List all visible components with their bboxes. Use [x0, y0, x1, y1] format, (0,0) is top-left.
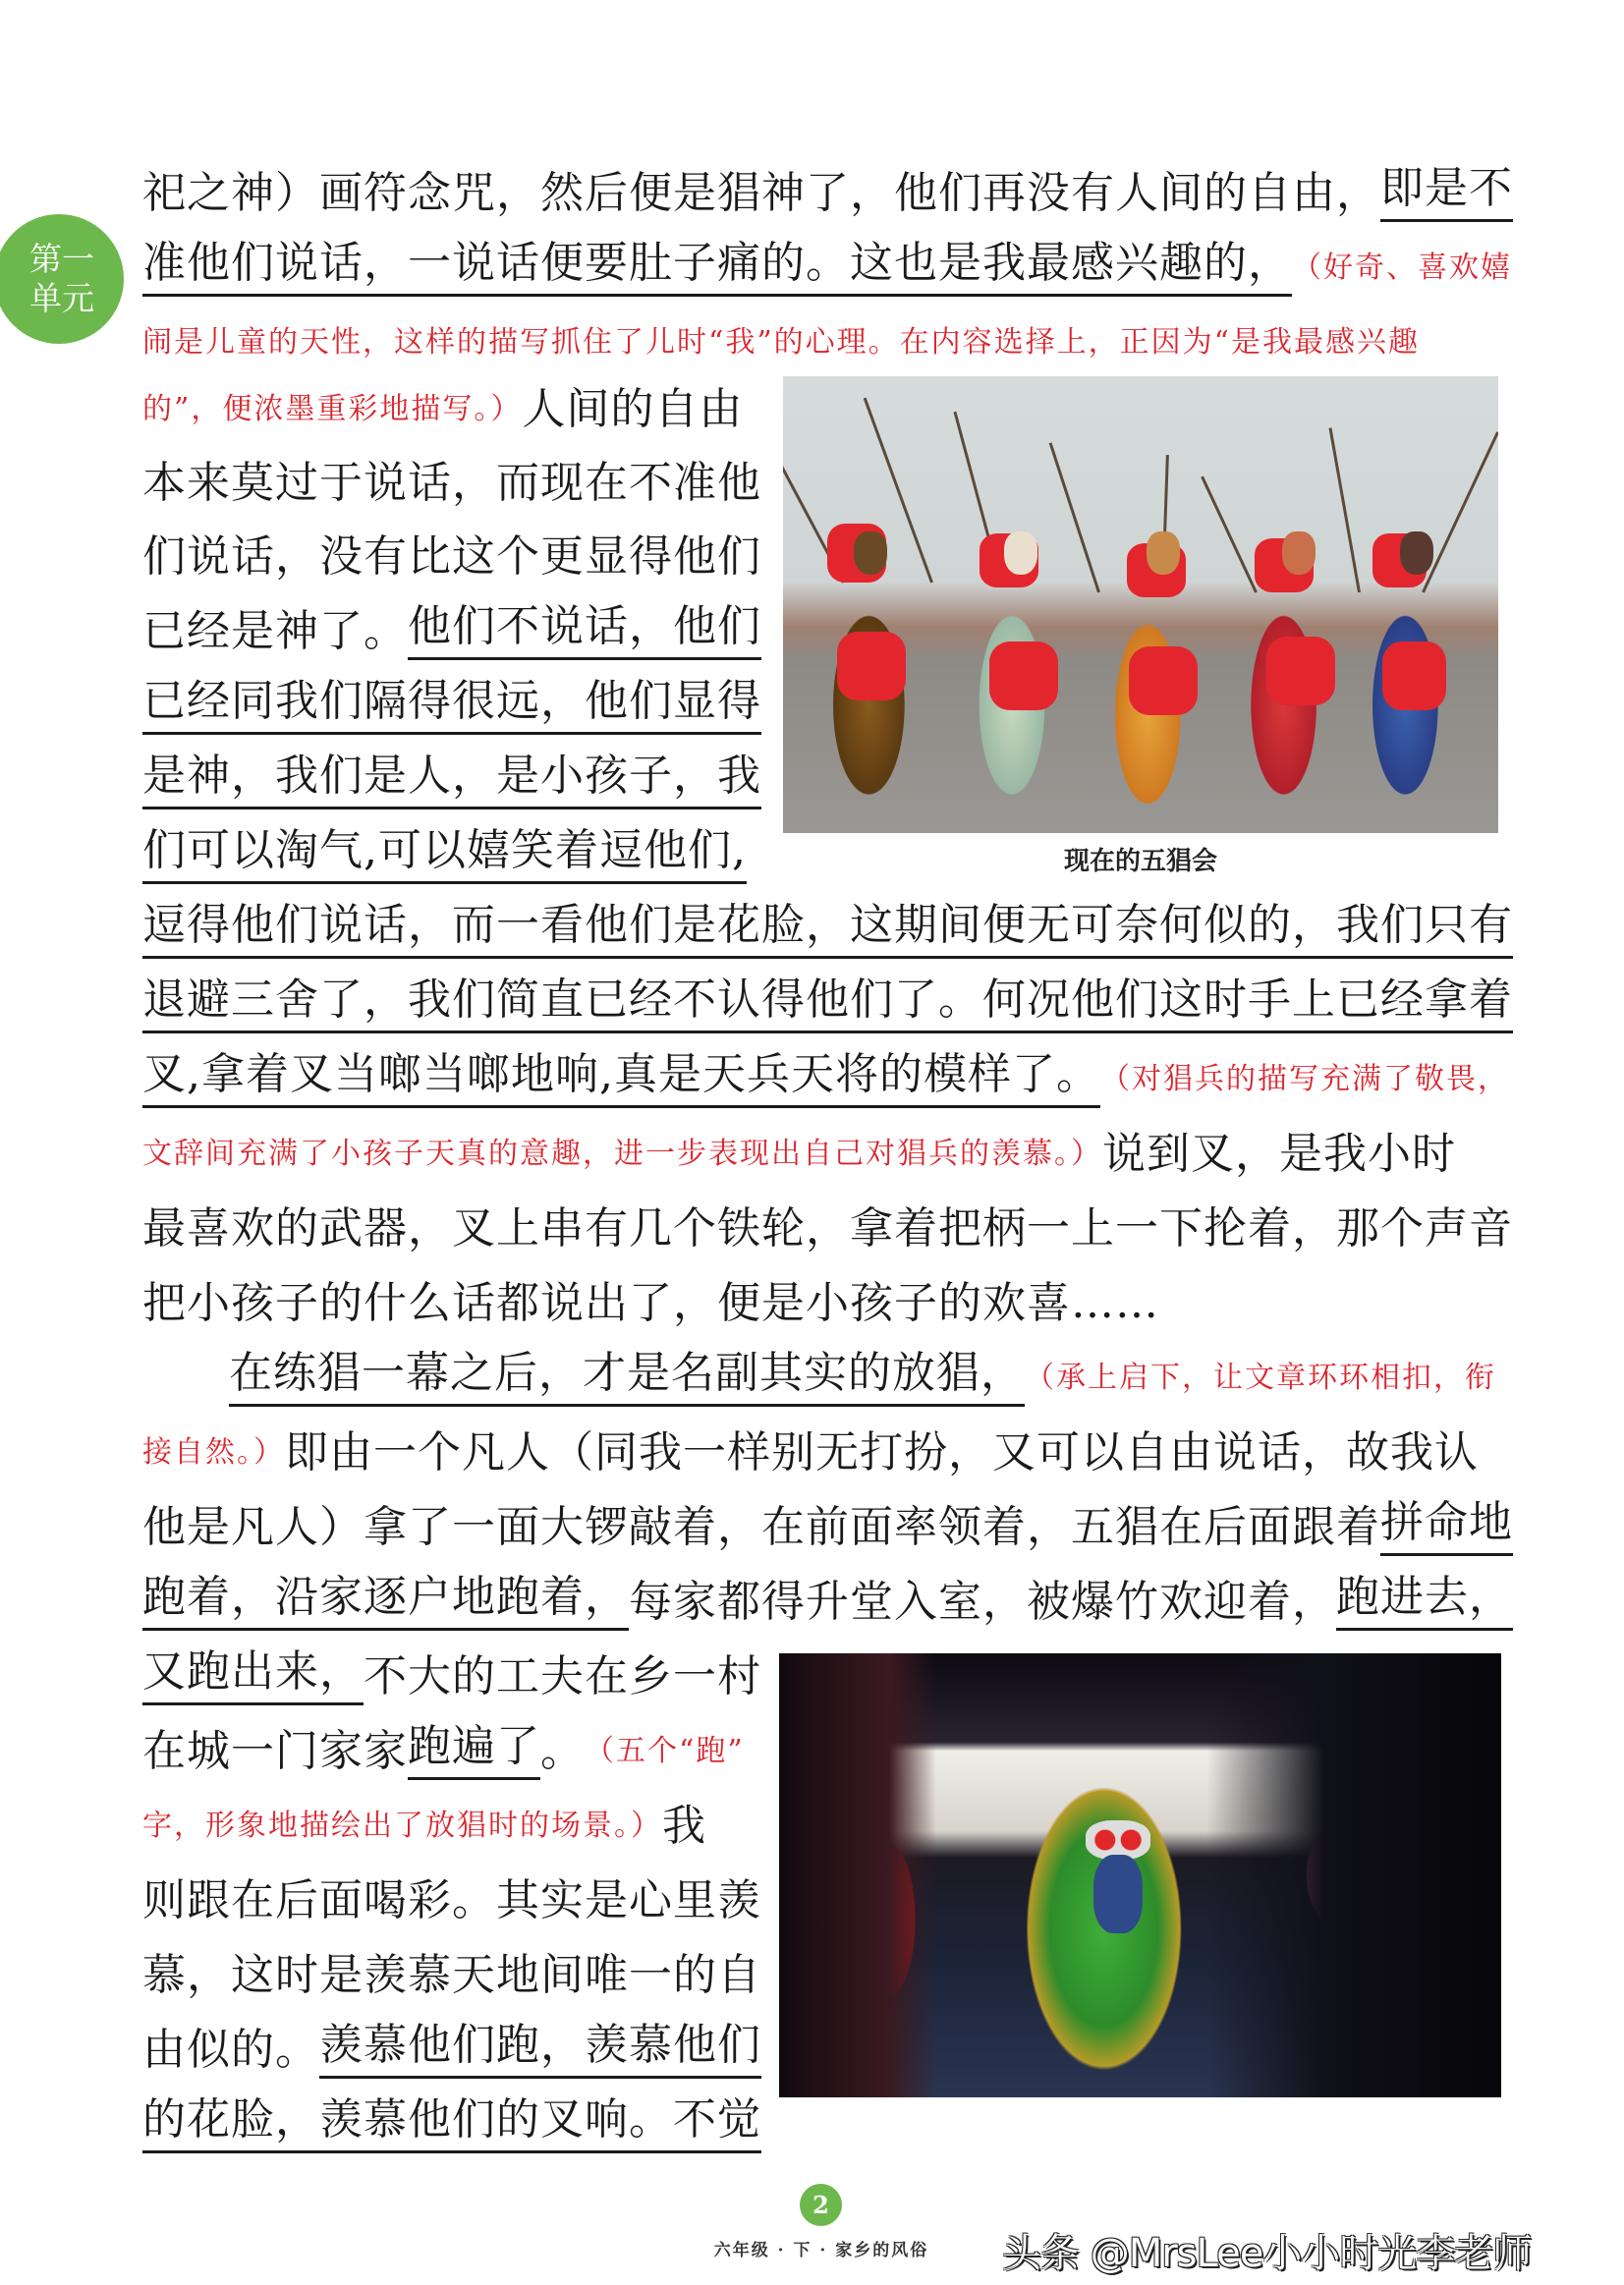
text-line: [142, 521, 761, 585]
text-line: [142, 1118, 1503, 1183]
body-text-segment: 祀之神）画符念咒，然后便是猖神了，他们再没有人间的自由，: [142, 168, 1380, 218]
text-line: [142, 1641, 761, 1705]
body-text-segment: 本来莫过于说话，而现在不准他: [142, 458, 761, 508]
page-number: 2: [800, 2184, 842, 2226]
annotation-note: （好奇、喜欢嬉: [1292, 251, 1512, 285]
body-text-segment: 即由一个凡人（同我一样别无打扮，又可以自由说话，故我认: [285, 1427, 1479, 1477]
underlined-text: 即是不: [1380, 160, 1513, 222]
underlined-text: 准他们说话，一说话便要肚子痛的。这也是我最感兴趣的，: [142, 235, 1292, 297]
annotation-note: 闹是儿童的天性，这样的描写抓住了儿时“我”的心理。在内容选择上，正因为“是我最感兴趣: [142, 325, 1421, 360]
underlined-text: 已经同我们隔得很远，他们显得: [142, 673, 761, 735]
body-text-segment: 已经是神了。: [142, 606, 408, 656]
underlined-text: 跑遍了: [408, 1718, 540, 1780]
underlined-text: 又跑出来，: [142, 1644, 364, 1705]
text-line: [142, 157, 1513, 222]
text-line: [142, 232, 1512, 297]
photo-wuchang-festival: [783, 376, 1498, 833]
text-line: [142, 1715, 761, 1780]
annotation-note: 文辞间充满了小孩子天真的意趣，进一步表现出自己对猖兵的羡慕。）: [142, 1137, 1102, 1171]
annotation-note: （五个“跑”: [585, 1734, 745, 1768]
photo-street-parade: [779, 1653, 1501, 2097]
text-line: [142, 1566, 1513, 1631]
underlined-text: 们可以淘气,可以嬉笑着逗他们,: [142, 822, 747, 884]
text-line: [142, 2089, 761, 2153]
text-line: [142, 307, 1503, 371]
text-line: [142, 373, 761, 438]
underlined-text: 逗得他们说话，而一看他们是花脸，这期间便无可奈何似的，我们只有: [142, 897, 1513, 959]
body-text-segment: 我: [662, 1801, 706, 1851]
text-line: [142, 969, 1513, 1033]
text-line: [142, 2014, 761, 2079]
text-line: [142, 595, 761, 660]
text-line: [142, 447, 761, 512]
body-text-segment: 不大的工夫在乡一村: [364, 1651, 761, 1701]
body-text-segment: 他是凡人）拿了一面大锣敲着，在前面率领着，五猖在后面跟着: [142, 1502, 1380, 1552]
body-text-segment: 说到叉，是我小时: [1102, 1129, 1456, 1179]
text-line: [142, 1043, 1509, 1108]
body-text-segment: 则跟在后面喝彩。其实是心里羡: [142, 1875, 761, 1925]
annotation-note: 的”，便浓墨重彩地描写。）: [142, 392, 523, 426]
underlined-text: 的花脸，羡慕他们的叉响。不觉: [142, 2091, 761, 2153]
text-line: [142, 1267, 1503, 1332]
body-text-segment: 由似的。: [142, 2025, 319, 2075]
underlined-text: 退避三舍了，我们简直已经不认得他们了。何况他们这时手上已经拿着: [142, 972, 1513, 1033]
unit-badge: [0, 214, 124, 344]
text-line: [142, 1491, 1513, 1556]
text-line: [142, 670, 761, 735]
text-line: [142, 1790, 761, 1855]
text-line: [142, 1193, 1513, 1257]
annotation-note: 接自然。）: [142, 1435, 285, 1470]
unit-badge-line1: 第一: [29, 240, 94, 278]
text-line: [142, 1865, 761, 1929]
body-text-segment: 慕，这时是羡慕天地间唯一的自: [142, 1950, 761, 2000]
body-text-segment: 把小孩子的什么话都说出了，便是小孩子的欢喜……: [142, 1278, 1159, 1328]
underlined-text: 他们不说话，他们: [408, 598, 761, 660]
body-text-segment: 人间的自由: [522, 384, 744, 434]
underlined-text: 是神，我们是人，是小孩子，我: [142, 748, 761, 809]
book-info: 六年级 · 下 · 家乡的风俗: [713, 2241, 929, 2260]
body-text-segment: 。: [540, 1726, 585, 1776]
body-text-segment: 每家都得升堂入室，被爆竹欢迎着，: [629, 1577, 1336, 1627]
body-text-segment: 最喜欢的武器，叉上串有几个铁轮，拿着把柄一上一下抡着，那个声音: [142, 1203, 1513, 1254]
text-line: [142, 1342, 1590, 1407]
underlined-text: 跑进去，: [1336, 1569, 1513, 1631]
annotation-note: （对猖兵的描写充满了敬畏，: [1099, 1062, 1509, 1096]
body-text-segment: 们说话，没有比这个更显得他们: [142, 531, 761, 582]
text-line: [142, 745, 761, 809]
annotation-note: （承上启下，让文章环环相扣，衔: [1025, 1361, 1496, 1395]
watermark: 头条 @MrsLee小小时光李老师: [1002, 2231, 1532, 2276]
annotation-note: 字，形象地描绘出了放猖时的场景。）: [142, 1809, 662, 1843]
underlined-text: 羡慕他们跑，羡慕他们: [319, 2017, 761, 2079]
unit-badge-line2: 单元: [29, 279, 94, 317]
text-line: [142, 1417, 1503, 1481]
underlined-text: 叉,拿着叉当啷当啷地响,真是天兵天将的模样了。: [142, 1046, 1100, 1108]
underlined-text: 跑着，沿家逐户地跑着，: [142, 1569, 629, 1631]
photo-caption: 现在的五猖会: [1063, 847, 1217, 876]
text-line: [142, 819, 761, 884]
body-text-segment: 在城一门家家: [142, 1726, 408, 1776]
underlined-text: 拼命地: [1380, 1494, 1513, 1556]
text-line: [142, 894, 1513, 959]
text-line: [142, 1939, 761, 2004]
underlined-text: 在练猖一幕之后，才是名副其实的放猖，: [229, 1345, 1025, 1407]
